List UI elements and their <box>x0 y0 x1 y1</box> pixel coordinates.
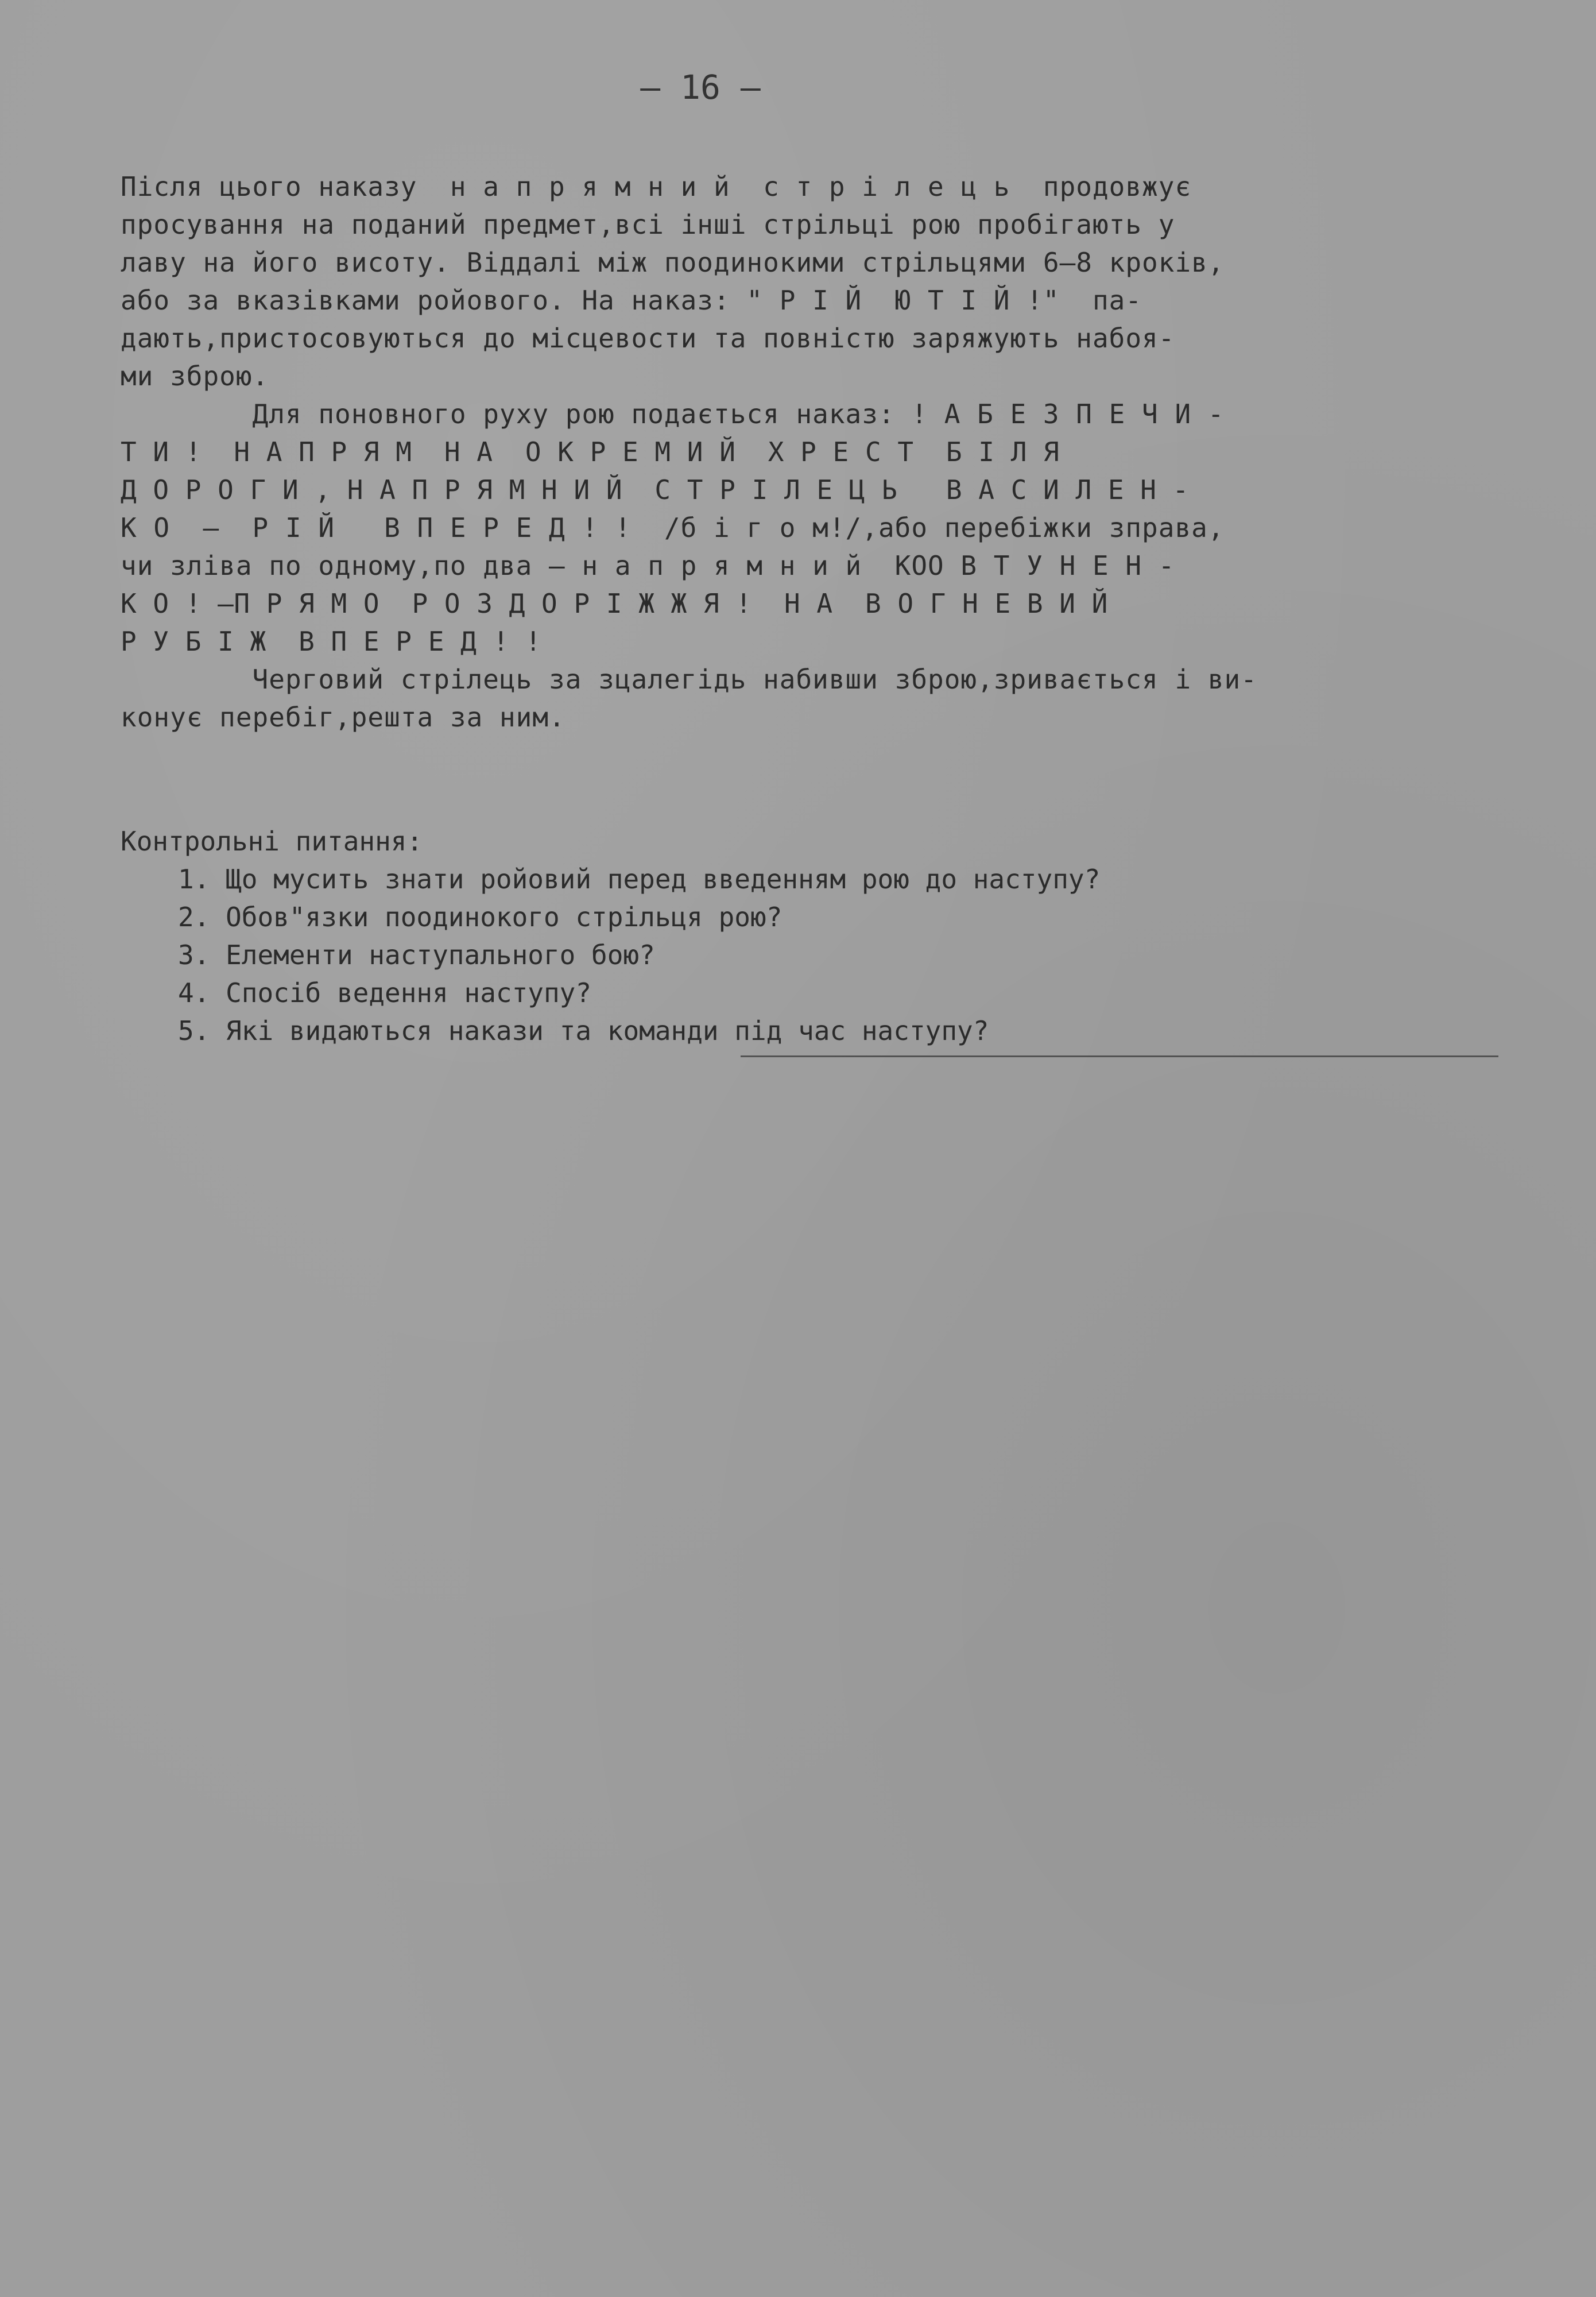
body-line: Т И ! Н А П Р Я М Н А О К Р Е М И Й Х Р Е С Т Б І Л Я <box>121 436 1060 467</box>
body-line: або за вказівками ройового. На наказ: " Р І Й Ю Т І Й !" па- <box>121 285 1142 316</box>
body-line: Черговий стрілець за зцалегідь набивши зброю,зривається і ви- <box>121 664 1257 695</box>
body-line: дають,пристосовуються до місцевости та повністю заряжують набоя- <box>121 323 1175 354</box>
page-number: – 16 – <box>640 68 761 107</box>
body-line: Р У Б І Ж В П Е Р Е Д ! ! <box>121 626 542 657</box>
question-item: 1. Що мусить знати ройовий перед введенням рою до наступу? <box>178 864 1101 895</box>
body-line: К О – Р І Й В П Е Р Е Д ! ! /б і г о м!/,або перебіжки зправа, <box>121 512 1225 543</box>
questions-title: Контрольні питання: <box>121 826 423 857</box>
body-line: К О ! –П Р Я М О Р О З Д О Р І Ж Ж Я ! Н А В О Г Н Е В И Й <box>121 588 1108 619</box>
body-line: лаву на його висоту. Віддалі між поодинокими стрільцями 6–8 кроків, <box>121 247 1225 278</box>
question-item: 3. Елементи наступального бою? <box>178 939 655 970</box>
body-line: Після цього наказу н а п р я м н и й с т р і л е ц ь продовжує <box>121 171 1192 202</box>
question-item: 5. Які видаються накази та команди під час наступу? <box>178 1015 989 1046</box>
section-divider <box>741 1055 1498 1057</box>
body-line: конує перебіг,решта за ним. <box>121 702 565 733</box>
body-line: Д О Р О Г И , Н А П Р Я М Н И Й С Т Р І Л Е Ц Ь В А С И Л Е Н - <box>121 474 1189 505</box>
questions-list <box>121 860 1498 1050</box>
body-line: просування на поданий предмет,всі інші стрільці рою пробігають у <box>121 209 1175 240</box>
question-item: 4. Спосіб ведення наступу? <box>178 977 592 1008</box>
body-text <box>121 168 1498 1050</box>
question-item: 2. Обов"язки поодинокого стрільця рою? <box>178 902 782 933</box>
section-gap <box>121 736 1498 822</box>
body-line: чи зліва по одному,по два – н а п р я м н и й КОО В Т У Н Е Н - <box>121 550 1175 581</box>
body-line: ми зброю. <box>121 361 269 392</box>
body-line: Для поновного руху рою подається наказ: ! А Б Е З П Е Ч И - <box>121 399 1225 430</box>
